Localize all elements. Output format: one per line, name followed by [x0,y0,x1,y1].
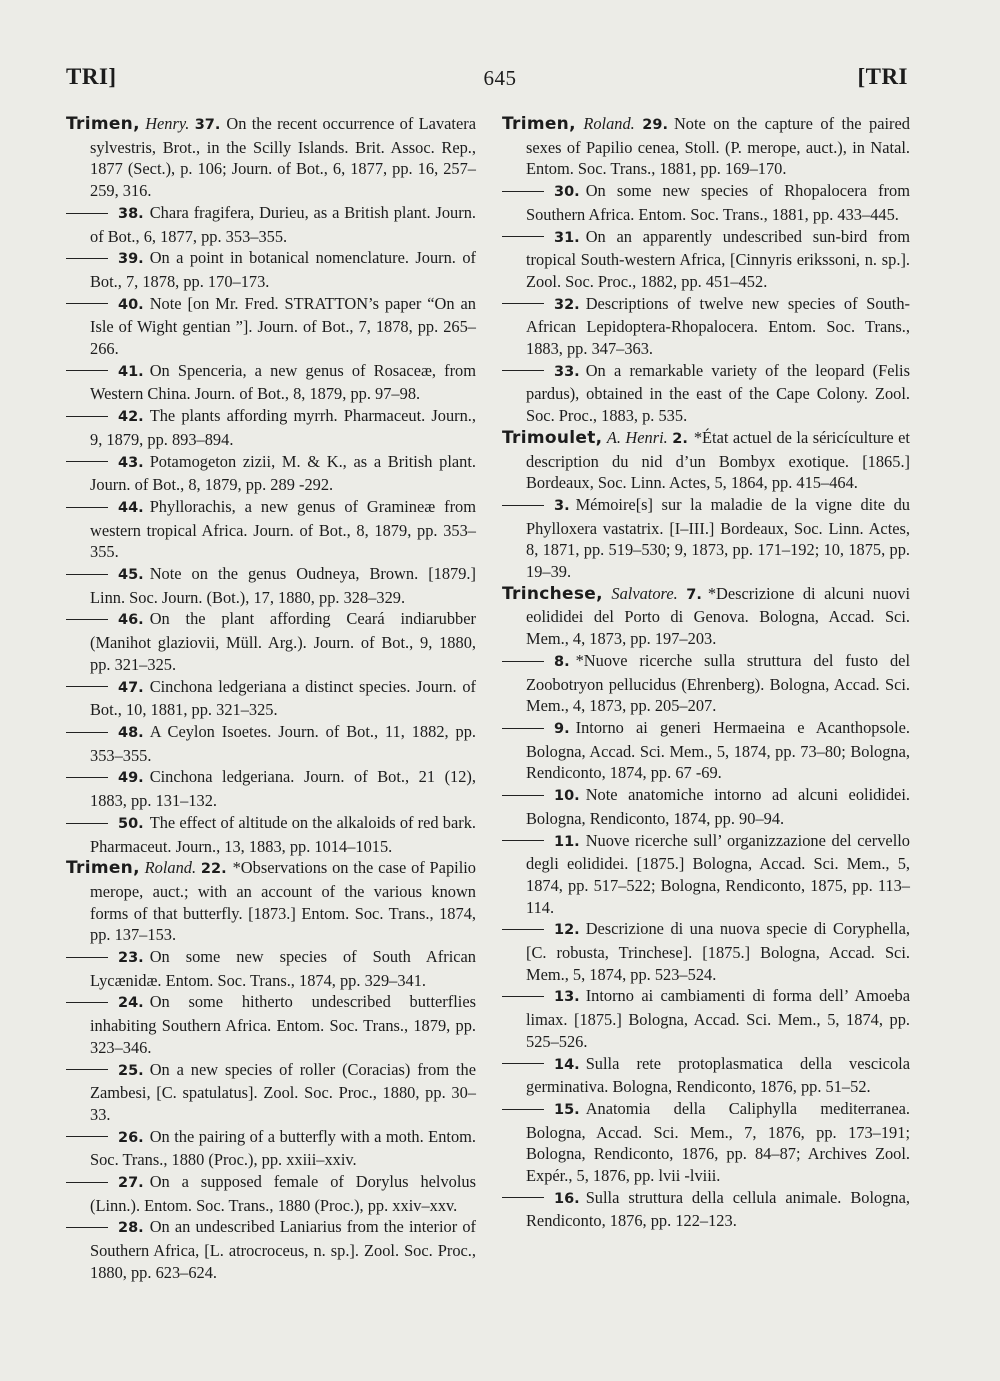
entry-text: On a supposed female of Dorylus helvolus (Linn.). Entom. Soc. Trans., 1880 (Proc.), pp. xxiv–xxv. [90,1172,476,1215]
entry-text: On the plant affording Ceará indiarubber (Manihot glaziovii, Müll. Arg.). Journ. of Bot., 9, 1880, pp. 321–325. [90,609,476,674]
entry-text: On a point in botanical nomenclature. Journ. of Bot., 7, 1878, pp. 170–173. [90,248,476,291]
entry-text: Anatomia della Caliphylla mediterranea. Bologna, Accad. Sci. Mem., 7, 1876, pp. 173–191; Bologna, Rendiconto, 1876, pp. 84–87; Archives Zool. Expér., 5, 1876, pp. lvii -lviii. [526,1098,910,1186]
entry-text: On a new species of roller (Coracias) from the Zambesi, [C. spatulatus]. Zool. Soc. Proc., 1880, pp. 30–33. [90,1059,476,1124]
entry-text: On the pairing of a butterfly with a moth. Entom. Soc. Trans., 1880 (Proc.), pp. xxiii–xxiv. [90,1126,476,1170]
ditto-dash [66,461,108,462]
bibliography-entry [66,1126,476,1171]
entry-number: 14. [554,1056,580,1073]
ditto-dash [66,1182,108,1183]
ditto-dash [66,686,108,687]
entry-text: The effect of altitude on the alkaloids of red bark. Pharmaceut. Journ., 13, 1883, pp. 1014–1015. [90,812,476,856]
ditto-dash [66,823,108,824]
bibliography-entry [66,1216,476,1283]
entry-text: Nuove ricerche sull’ organizzazione del cervello degli eolididei. [1875.] Bologna, Accad. Sci. Mem., 5, 1874, pp. 517–522; Bologna, Rendiconto, 1875, pp. 113–114. [526,830,910,917]
entry-number: 44. [118,499,144,516]
ditto-dash [502,303,544,304]
entry-text: The plants affording myrrh. Pharmaceut. Journ., 9, 1879, pp. 893–894. [90,406,476,449]
ditto-dash [66,416,108,417]
entry-number: 26. [118,1129,144,1146]
ditto-dash [66,619,108,620]
entry-number: 13. [554,989,580,1006]
author-entry [502,583,910,650]
entry-text: Note on the capture of the paired sexes of Papilio cenea, Stoll. (P. merope, auct.), in Natal. Entom. Soc. Trans., 1881, pp. 169–170. [526,114,910,179]
entry-text: *Nuove ricerche sulla struttura del fusto del Zoobotryon pellucidus (Ehrenberg). Bologna, Accad. Sci. Mem., 4, 1873, pp. 205–207. [526,650,910,716]
entry-text: On an apparently undescribed sun-bird from tropical South-western Africa, [Cinnyris erikssoni, n. sp.]. Zool. Soc. Proc., 1882, pp. 451–452. [526,226,910,291]
entry-number: 46. [118,612,144,629]
bibliography-entry [502,830,910,919]
entry-number: 42. [118,409,144,426]
bibliography-entry [66,202,476,247]
bibliography-entry [66,946,476,991]
bibliography-entry [66,451,476,496]
entry-number: 37. [194,117,221,133]
entry-text: Note on the genus Oudneya, Brown. [1879.] Linn. Soc. Journ. (Bot.), 17, 1880, pp. 328–329. [90,564,476,607]
bibliography-entry [66,812,476,857]
entry-number: 10. [554,788,580,805]
entry-number: 31. [554,229,580,246]
bibliography-entry [66,247,476,292]
bibliography-entry [502,1098,910,1187]
entry-number: 47. [118,679,144,696]
entry-text: On some new species of South African Lycænidæ. Entom. Soc. Trans., 1874, pp. 329–341. [90,947,476,990]
entry-number: 40. [118,296,144,313]
bibliography-entry [66,676,476,721]
bibliography-entry [502,650,910,717]
entry-number: 12. [554,922,580,939]
entry-text: Potamogeton zizii, M. & K., as a British plant. Journ. of Bot., 8, 1879, pp. 289 -292. [90,451,476,495]
entry-number: 38. [118,205,144,222]
ditto-dash [66,1002,108,1003]
ditto-dash [66,1227,108,1228]
entry-text: *Observations on the case of Papilio merope, auct.; with an account of the various known forms of that butterfly. [1873.] Entom. Soc. Trans., 1874, pp. 137–153. [90,858,477,945]
ditto-dash [502,996,544,997]
entry-number: 2. [672,430,688,447]
entry-text: Phyllorachis, a new genus of Gramineæ from western tropical Africa. Journ. of Bot., 8, 1879, pp. 353–355. [90,496,476,562]
entry-text: On some new species of Rhopalocera from Southern Africa. Entom. Soc. Trans., 1881, pp. 433–445. [526,181,910,224]
bibliography-entry [66,496,476,563]
bibliography-entry [66,1171,476,1216]
entry-text: On a remarkable variety of the leopard (Felis pardus), obtained in the east of the Cape Colony. Zool. Soc. Proc., 1883, p. 535. [526,360,910,426]
bibliography-entry [502,293,910,360]
author-surname: Trimen, [66,114,140,134]
ditto-dash [66,1136,108,1137]
entry-text: Cinchona ledgeriana. Journ. of Bot., 21 (12), 1883, pp. 131–132. [90,767,476,811]
entry-text: Cinchona ledgeriana a distinct species. Journ. of Bot., 10, 1881, pp. 321–325. [90,676,476,720]
page-number: 645 [483,66,517,90]
bibliography-entry [502,918,910,985]
author-entry [502,427,910,494]
entry-number: 45. [118,567,144,584]
entry-number: 33. [554,363,580,380]
entry-text: On some hitherto undescribed butterflies inhabiting Southern Africa. Entom. Soc. Trans., 1879, pp. 323–346. [90,992,476,1057]
left-column [66,113,476,1284]
author-surname: Trinchese, [502,583,603,604]
author-entry [502,113,910,180]
entry-text: Note anatomiche intorno ad alcuni eolididei. Bologna, Rendiconto, 1874, pp. 90–94. [526,785,910,828]
author-forename: A. Henri. [606,427,668,447]
ditto-dash [502,505,544,506]
entry-number: 30. [554,184,580,201]
entry-number: 32. [554,296,580,313]
bibliography-entry [502,1053,910,1098]
entry-text: Intorno ai generi Hermaeina e Acanthopsole. Bologna, Accad. Sci. Mem., 5, 1874, pp. 73–80; Bologna, Rendiconto, 1874, pp. 67 -69. [526,717,910,783]
bibliography-entry [502,1187,910,1232]
entry-text: Sulla struttura della cellula animale. Bologna, Rendiconto, 1876, pp. 122–123. [526,1187,910,1231]
entry-number: 16. [554,1190,580,1207]
entry-text: Note [on Mr. Fred. STRATTON’s paper “On an Isle of Wight gentian ”]. Journ. of Bot., 7, 1878, pp. 265–266. [90,293,476,359]
bibliography-entry [66,991,476,1058]
ditto-dash [66,777,108,778]
entry-number: 27. [118,1175,144,1192]
bibliography-entry [66,563,476,608]
entry-number: 50. [118,815,144,832]
bibliography-entry [502,784,910,829]
entry-number: 22. [200,861,227,878]
entry-text: Chara fragifera, Durieu, as a British plant. Journ. of Bot., 6, 1877, pp. 353–355. [90,202,476,246]
author-forename: Roland. [144,858,197,878]
author-forename: Henry. [145,114,190,133]
entry-number: 7. [686,586,702,603]
bibliography-entry [66,1059,476,1126]
bibliography-entry [66,721,476,766]
bibliography-entry [66,608,476,675]
author-surname: Trimen, [66,858,140,879]
bibliography-entry [502,494,910,583]
ditto-dash [502,370,544,371]
entry-number: 41. [118,363,144,380]
ditto-dash [502,1197,544,1198]
ditto-dash [66,732,108,733]
ditto-dash [66,370,108,371]
ditto-dash [502,191,544,192]
entry-number: 29. [642,117,668,133]
bibliography-entry [502,985,910,1052]
right-column [502,113,910,1232]
ditto-dash [502,929,544,930]
ditto-dash [502,236,544,237]
bibliography-entry [502,226,910,293]
entry-text: On Spenceria, a new genus of Rosaceæ, from Western China. Journ. of Bot., 8, 1879, pp. 97–98. [90,360,476,404]
entry-number: 24. [118,995,144,1012]
entry-number: 39. [118,251,144,268]
entry-number: 25. [118,1062,144,1079]
running-head-right: [TRI [857,64,908,89]
entry-text: On the recent occurrence of Lavatera sylvestris, Brot., in the Scilly Islands. Brit. Assoc. Rep., 1877 (Sect.), p. 106; Journ. of Bot., 6, 1877, pp. 16, 257–259, 316. [90,114,476,201]
entry-text: Mémoire[s] sur la maladie de la vigne dite du Phylloxera vastatrix. [I–III.] Bordeaux, Soc. Linn. Actes, 8, 1871, pp. 519–530; 9, 1873, pp. 171–192; 10, 1875, pp. 19–39. [526,494,910,582]
entry-text: Sulla rete protoplasmatica della vescicola germinativa. Bologna, Rendiconto, 1876, pp. 51–52. [526,1053,910,1097]
author-forename: Salvatore. [611,583,678,603]
ditto-dash [66,574,108,575]
entry-number: 28. [118,1220,144,1237]
ditto-dash [502,795,544,796]
entry-number: 9. [554,720,570,737]
ditto-dash [66,258,108,259]
ditto-dash [66,213,108,214]
entry-text: *État actuel de la séricículture et description du nid d’un Bombyx exotique. [1865.] Bordeaux, Soc. Linn. Actes, 5, 1864, pp. 415–464. [526,427,910,493]
ditto-dash [502,1063,544,1064]
entry-text: Intorno ai cambiamenti di forma dell’ Amoeba limax. [1875.] Bologna, Accad. Sci. Mem., 5, 1874, pp. 525–526. [526,986,910,1051]
entry-number: 23. [118,950,144,967]
entry-text: *Descrizione di alcuni nuovi eolididei del Porto di Genova. Bologna, Accad. Sci. Mem., 4, 1873, pp. 197–203. [526,583,910,649]
entry-number: 43. [118,454,144,471]
entry-text: A Ceylon Isoetes. Journ. of Bot., 11, 1882, pp. 353–355. [90,721,476,765]
ditto-dash [66,507,108,508]
ditto-dash [66,1069,108,1070]
entry-text: Descriptions of twelve new species of South-African Lepidoptera-Rhopalocera. Entom. Soc. Trans., 1883, pp. 347–363. [526,293,910,359]
bibliography-entry [66,405,476,450]
bibliography-entry [66,766,476,811]
entry-number: 15. [554,1101,580,1118]
bibliography-entry [502,360,910,427]
entry-number: 48. [118,724,144,741]
ditto-dash [502,661,544,662]
entry-text: Descrizione di una nuova specie di Coryphella, [C. robusta, Trinchese]. [1875.] Bologna, Accad. Sci. Mem., 5, 1874, pp. 523–524. [526,919,910,984]
running-head-left: TRI] [66,64,117,89]
author-surname: Trimoulet, [502,427,603,448]
ditto-dash [502,840,544,841]
bibliography-entry [502,180,910,225]
author-forename: Roland. [583,114,635,133]
entry-number: 8. [554,653,570,670]
bibliography-entry [502,717,910,784]
ditto-dash [66,303,108,304]
bibliography-entry [66,360,476,405]
ditto-dash [502,1109,544,1110]
entry-number: 11. [554,833,580,850]
author-surname: Trimen, [502,114,576,134]
ditto-dash [502,728,544,729]
author-entry [66,857,476,946]
entry-number: 3. [554,497,570,514]
entry-number: 49. [118,770,144,787]
author-entry [66,113,476,202]
ditto-dash [66,957,108,958]
entry-text: On an undescribed Laniarius from the interior of Southern Africa, [L. atrocroceus, n. sp.]. Zool. Soc. Proc., 1880, pp. 623–624. [90,1217,476,1282]
bibliography-entry [66,293,476,360]
